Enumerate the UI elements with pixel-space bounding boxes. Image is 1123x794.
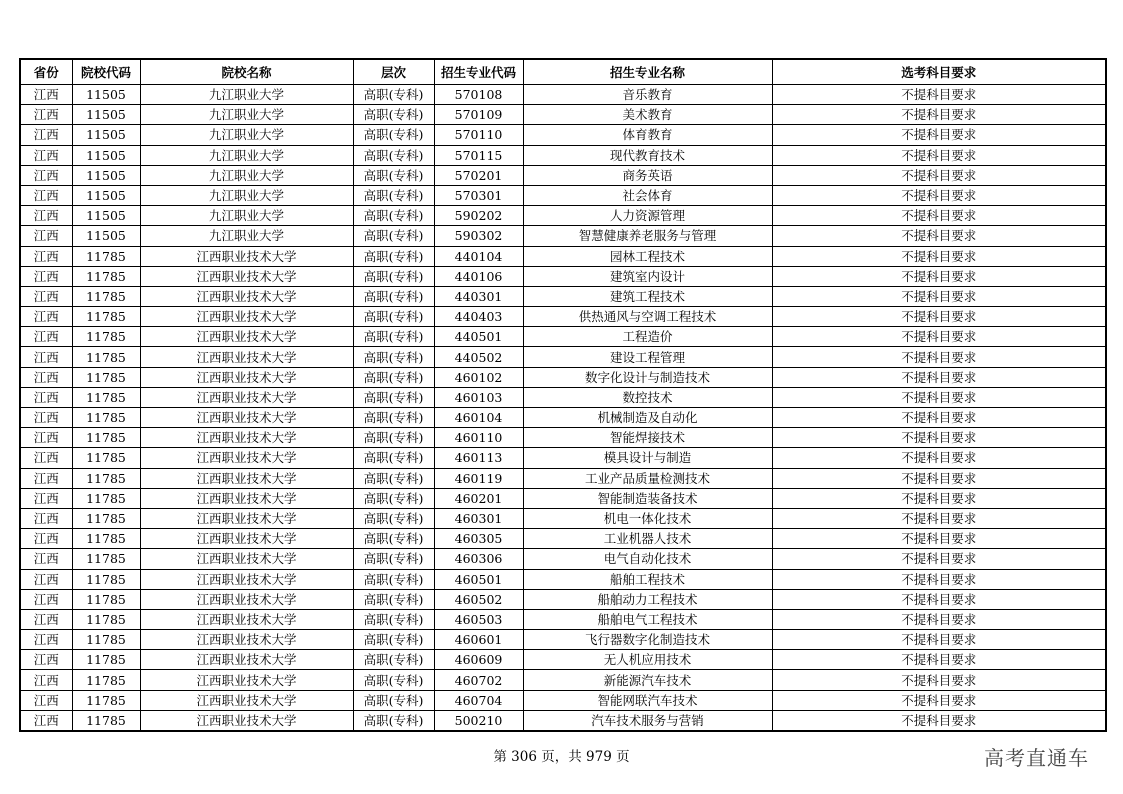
table-row [20, 387, 1106, 407]
school-name-cell: 江西职业技术大学 [140, 529, 353, 549]
level-cell: 高职(专科) [353, 609, 434, 629]
major-code-cell: 590302 [434, 226, 523, 246]
province-cell: 江西 [20, 589, 72, 609]
school-name-cell: 九江职业大学 [140, 125, 353, 145]
requirement-cell: 不提科目要求 [772, 246, 1106, 266]
major-name-cell: 智能网联汽车技术 [523, 690, 772, 710]
document-sheet [19, 58, 1105, 732]
school-code-cell: 11785 [72, 448, 140, 468]
level-cell: 高职(专科) [353, 367, 434, 387]
major-code-cell: 460306 [434, 549, 523, 569]
header-row [20, 59, 1106, 85]
table-row [20, 226, 1106, 246]
major-code-cell: 570108 [434, 85, 523, 105]
level-cell: 高职(专科) [353, 428, 434, 448]
school-code-cell: 11505 [72, 105, 140, 125]
major-name-cell: 飞行器数字化制造技术 [523, 630, 772, 650]
school-code-cell: 11785 [72, 367, 140, 387]
table-row [20, 670, 1106, 690]
requirement-cell: 不提科目要求 [772, 569, 1106, 589]
table-row [20, 650, 1106, 670]
school-name-cell: 江西职业技术大学 [140, 448, 353, 468]
table-row [20, 266, 1106, 286]
major-name-cell: 供热通风与空调工程技术 [523, 307, 772, 327]
table-row [20, 508, 1106, 528]
major-code-cell: 460702 [434, 670, 523, 690]
column-header: 院校代码 [72, 59, 140, 85]
major-code-cell: 460119 [434, 468, 523, 488]
table-row [20, 488, 1106, 508]
table-row [20, 408, 1106, 428]
column-header: 招生专业名称 [523, 59, 772, 85]
school-name-cell: 九江职业大学 [140, 226, 353, 246]
requirement-cell: 不提科目要求 [772, 307, 1106, 327]
province-cell: 江西 [20, 105, 72, 125]
major-code-cell: 460102 [434, 367, 523, 387]
watermark-logo: 高考直通车 [984, 746, 1089, 770]
school-code-cell: 11785 [72, 327, 140, 347]
school-code-cell: 11785 [72, 589, 140, 609]
major-code-cell: 460305 [434, 529, 523, 549]
school-code-cell: 11785 [72, 266, 140, 286]
major-name-cell: 机电一体化技术 [523, 508, 772, 528]
province-cell: 江西 [20, 448, 72, 468]
requirement-cell: 不提科目要求 [772, 105, 1106, 125]
school-name-cell: 江西职业技术大学 [140, 347, 353, 367]
requirement-cell: 不提科目要求 [772, 387, 1106, 407]
table-row [20, 125, 1106, 145]
major-name-cell: 船舶动力工程技术 [523, 589, 772, 609]
table-row [20, 307, 1106, 327]
major-code-cell: 460301 [434, 508, 523, 528]
requirement-cell: 不提科目要求 [772, 85, 1106, 105]
table-row [20, 185, 1106, 205]
province-cell: 江西 [20, 428, 72, 448]
school-name-cell: 九江职业大学 [140, 165, 353, 185]
province-cell: 江西 [20, 468, 72, 488]
school-code-cell: 11785 [72, 286, 140, 306]
level-cell: 高职(专科) [353, 529, 434, 549]
column-header: 院校名称 [140, 59, 353, 85]
requirement-cell: 不提科目要求 [772, 145, 1106, 165]
level-cell: 高职(专科) [353, 206, 434, 226]
province-cell: 江西 [20, 569, 72, 589]
school-code-cell: 11785 [72, 408, 140, 428]
school-code-cell: 11785 [72, 690, 140, 710]
major-code-cell: 440501 [434, 327, 523, 347]
province-cell: 江西 [20, 690, 72, 710]
major-name-cell: 园林工程技术 [523, 246, 772, 266]
major-code-cell: 500210 [434, 710, 523, 731]
major-code-cell: 570301 [434, 185, 523, 205]
table-row [20, 286, 1106, 306]
major-code-cell: 460103 [434, 387, 523, 407]
school-code-cell: 11785 [72, 347, 140, 367]
table-row [20, 246, 1106, 266]
school-name-cell: 江西职业技术大学 [140, 589, 353, 609]
table-row [20, 85, 1106, 105]
major-name-cell: 船舶电气工程技术 [523, 609, 772, 629]
major-name-cell: 汽车技术服务与营销 [523, 710, 772, 731]
school-code-cell: 11785 [72, 387, 140, 407]
province-cell: 江西 [20, 246, 72, 266]
school-name-cell: 九江职业大学 [140, 185, 353, 205]
table-row [20, 589, 1106, 609]
school-name-cell: 江西职业技术大学 [140, 468, 353, 488]
table-row [20, 367, 1106, 387]
major-code-cell: 440502 [434, 347, 523, 367]
province-cell: 江西 [20, 609, 72, 629]
school-name-cell: 九江职业大学 [140, 85, 353, 105]
level-cell: 高职(专科) [353, 630, 434, 650]
province-cell: 江西 [20, 549, 72, 569]
province-cell: 江西 [20, 408, 72, 428]
school-name-cell: 江西职业技术大学 [140, 286, 353, 306]
column-header: 省份 [20, 59, 72, 85]
school-code-cell: 11785 [72, 529, 140, 549]
major-name-cell: 新能源汽车技术 [523, 670, 772, 690]
school-code-cell: 11505 [72, 206, 140, 226]
table-row [20, 549, 1106, 569]
table-row [20, 327, 1106, 347]
province-cell: 江西 [20, 387, 72, 407]
school-code-cell: 11785 [72, 488, 140, 508]
school-code-cell: 11505 [72, 125, 140, 145]
province-cell: 江西 [20, 125, 72, 145]
level-cell: 高职(专科) [353, 286, 434, 306]
school-code-cell: 11785 [72, 246, 140, 266]
province-cell: 江西 [20, 367, 72, 387]
major-name-cell: 智慧健康养老服务与管理 [523, 226, 772, 246]
level-cell: 高职(专科) [353, 710, 434, 731]
table-body [20, 85, 1106, 732]
level-cell: 高职(专科) [353, 125, 434, 145]
major-name-cell: 电气自动化技术 [523, 549, 772, 569]
table-row [20, 428, 1106, 448]
major-code-cell: 460601 [434, 630, 523, 650]
school-code-cell: 11785 [72, 710, 140, 731]
school-code-cell: 11785 [72, 650, 140, 670]
major-name-cell: 社会体育 [523, 185, 772, 205]
major-code-cell: 460609 [434, 650, 523, 670]
level-cell: 高职(专科) [353, 488, 434, 508]
level-cell: 高职(专科) [353, 145, 434, 165]
school-name-cell: 江西职业技术大学 [140, 690, 353, 710]
requirement-cell: 不提科目要求 [772, 589, 1106, 609]
school-name-cell: 江西职业技术大学 [140, 246, 353, 266]
requirement-cell: 不提科目要求 [772, 448, 1106, 468]
level-cell: 高职(专科) [353, 549, 434, 569]
level-cell: 高职(专科) [353, 690, 434, 710]
table-row [20, 206, 1106, 226]
major-name-cell: 商务英语 [523, 165, 772, 185]
school-name-cell: 江西职业技术大学 [140, 670, 353, 690]
school-name-cell: 江西职业技术大学 [140, 630, 353, 650]
school-code-cell: 11785 [72, 609, 140, 629]
major-code-cell: 460110 [434, 428, 523, 448]
level-cell: 高职(专科) [353, 226, 434, 246]
major-name-cell: 智能焊接技术 [523, 428, 772, 448]
major-code-cell: 440106 [434, 266, 523, 286]
table-row [20, 609, 1106, 629]
school-name-cell: 江西职业技术大学 [140, 428, 353, 448]
major-code-cell: 570201 [434, 165, 523, 185]
requirement-cell: 不提科目要求 [772, 125, 1106, 145]
level-cell: 高职(专科) [353, 569, 434, 589]
school-code-cell: 11785 [72, 468, 140, 488]
level-cell: 高职(专科) [353, 246, 434, 266]
province-cell: 江西 [20, 670, 72, 690]
major-code-cell: 440104 [434, 246, 523, 266]
requirement-cell: 不提科目要求 [772, 206, 1106, 226]
level-cell: 高职(专科) [353, 85, 434, 105]
table-header [20, 59, 1106, 85]
major-code-cell: 590202 [434, 206, 523, 226]
school-code-cell: 11505 [72, 165, 140, 185]
major-code-cell: 460501 [434, 569, 523, 589]
province-cell: 江西 [20, 185, 72, 205]
requirement-cell: 不提科目要求 [772, 327, 1106, 347]
requirement-cell: 不提科目要求 [772, 609, 1106, 629]
level-cell: 高职(专科) [353, 670, 434, 690]
major-name-cell: 体育教育 [523, 125, 772, 145]
school-name-cell: 江西职业技术大学 [140, 710, 353, 731]
table-row [20, 165, 1106, 185]
major-name-cell: 智能制造装备技术 [523, 488, 772, 508]
requirement-cell: 不提科目要求 [772, 488, 1106, 508]
admission-table [19, 58, 1107, 732]
major-name-cell: 数字化设计与制造技术 [523, 367, 772, 387]
level-cell: 高职(专科) [353, 327, 434, 347]
major-code-cell: 460104 [434, 408, 523, 428]
school-code-cell: 11785 [72, 630, 140, 650]
requirement-cell: 不提科目要求 [772, 266, 1106, 286]
requirement-cell: 不提科目要求 [772, 428, 1106, 448]
major-name-cell: 现代教育技术 [523, 145, 772, 165]
column-header: 层次 [353, 59, 434, 85]
major-name-cell: 音乐教育 [523, 85, 772, 105]
school-code-cell: 11785 [72, 508, 140, 528]
requirement-cell: 不提科目要求 [772, 185, 1106, 205]
province-cell: 江西 [20, 286, 72, 306]
major-code-cell: 570109 [434, 105, 523, 125]
school-name-cell: 江西职业技术大学 [140, 488, 353, 508]
major-code-cell: 460201 [434, 488, 523, 508]
province-cell: 江西 [20, 307, 72, 327]
major-code-cell: 570115 [434, 145, 523, 165]
province-cell: 江西 [20, 710, 72, 731]
major-code-cell: 440301 [434, 286, 523, 306]
major-name-cell: 模具设计与制造 [523, 448, 772, 468]
level-cell: 高职(专科) [353, 589, 434, 609]
requirement-cell: 不提科目要求 [772, 468, 1106, 488]
school-name-cell: 江西职业技术大学 [140, 387, 353, 407]
major-name-cell: 无人机应用技术 [523, 650, 772, 670]
table-row [20, 145, 1106, 165]
level-cell: 高职(专科) [353, 408, 434, 428]
school-name-cell: 九江职业大学 [140, 206, 353, 226]
requirement-cell: 不提科目要求 [772, 630, 1106, 650]
major-name-cell: 建筑工程技术 [523, 286, 772, 306]
table-row [20, 448, 1106, 468]
requirement-cell: 不提科目要求 [772, 286, 1106, 306]
major-name-cell: 船舶工程技术 [523, 569, 772, 589]
province-cell: 江西 [20, 85, 72, 105]
school-name-cell: 江西职业技术大学 [140, 266, 353, 286]
school-name-cell: 江西职业技术大学 [140, 367, 353, 387]
school-code-cell: 11785 [72, 428, 140, 448]
level-cell: 高职(专科) [353, 307, 434, 327]
school-name-cell: 江西职业技术大学 [140, 549, 353, 569]
province-cell: 江西 [20, 145, 72, 165]
major-code-cell: 570110 [434, 125, 523, 145]
requirement-cell: 不提科目要求 [772, 226, 1106, 246]
province-cell: 江西 [20, 488, 72, 508]
school-code-cell: 11785 [72, 569, 140, 589]
school-name-cell: 江西职业技术大学 [140, 650, 353, 670]
major-code-cell: 440403 [434, 307, 523, 327]
province-cell: 江西 [20, 630, 72, 650]
school-name-cell: 江西职业技术大学 [140, 327, 353, 347]
requirement-cell: 不提科目要求 [772, 650, 1106, 670]
level-cell: 高职(专科) [353, 266, 434, 286]
province-cell: 江西 [20, 508, 72, 528]
major-name-cell: 机械制造及自动化 [523, 408, 772, 428]
level-cell: 高职(专科) [353, 165, 434, 185]
table-row [20, 569, 1106, 589]
school-code-cell: 11505 [72, 226, 140, 246]
table-row [20, 630, 1106, 650]
province-cell: 江西 [20, 165, 72, 185]
major-code-cell: 460503 [434, 609, 523, 629]
level-cell: 高职(专科) [353, 468, 434, 488]
province-cell: 江西 [20, 529, 72, 549]
school-name-cell: 江西职业技术大学 [140, 609, 353, 629]
school-name-cell: 九江职业大学 [140, 145, 353, 165]
province-cell: 江西 [20, 206, 72, 226]
school-name-cell: 江西职业技术大学 [140, 307, 353, 327]
table-row [20, 347, 1106, 367]
requirement-cell: 不提科目要求 [772, 549, 1106, 569]
table-row [20, 468, 1106, 488]
major-code-cell: 460502 [434, 589, 523, 609]
requirement-cell: 不提科目要求 [772, 529, 1106, 549]
requirement-cell: 不提科目要求 [772, 670, 1106, 690]
major-name-cell: 人力资源管理 [523, 206, 772, 226]
major-name-cell: 工业机器人技术 [523, 529, 772, 549]
column-header: 招生专业代码 [434, 59, 523, 85]
school-name-cell: 九江职业大学 [140, 105, 353, 125]
school-code-cell: 11505 [72, 85, 140, 105]
level-cell: 高职(专科) [353, 347, 434, 367]
table-row [20, 690, 1106, 710]
school-code-cell: 11785 [72, 670, 140, 690]
province-cell: 江西 [20, 347, 72, 367]
major-name-cell: 数控技术 [523, 387, 772, 407]
school-name-cell: 江西职业技术大学 [140, 508, 353, 528]
province-cell: 江西 [20, 266, 72, 286]
table-row [20, 710, 1106, 731]
level-cell: 高职(专科) [353, 650, 434, 670]
requirement-cell: 不提科目要求 [772, 690, 1106, 710]
page-number: 第 306 页，共 979 页 [493, 749, 630, 765]
level-cell: 高职(专科) [353, 387, 434, 407]
province-cell: 江西 [20, 650, 72, 670]
column-header: 选考科目要求 [772, 59, 1106, 85]
major-name-cell: 工业产品质量检测技术 [523, 468, 772, 488]
school-code-cell: 11785 [72, 549, 140, 569]
major-name-cell: 建筑室内设计 [523, 266, 772, 286]
school-code-cell: 11505 [72, 185, 140, 205]
requirement-cell: 不提科目要求 [772, 367, 1106, 387]
requirement-cell: 不提科目要求 [772, 408, 1106, 428]
table-row [20, 105, 1106, 125]
requirement-cell: 不提科目要求 [772, 508, 1106, 528]
major-code-cell: 460113 [434, 448, 523, 468]
table-row [20, 529, 1106, 549]
school-name-cell: 江西职业技术大学 [140, 569, 353, 589]
province-cell: 江西 [20, 226, 72, 246]
level-cell: 高职(专科) [353, 448, 434, 468]
major-code-cell: 460704 [434, 690, 523, 710]
level-cell: 高职(专科) [353, 185, 434, 205]
requirement-cell: 不提科目要求 [772, 165, 1106, 185]
school-name-cell: 江西职业技术大学 [140, 408, 353, 428]
school-code-cell: 11785 [72, 307, 140, 327]
province-cell: 江西 [20, 327, 72, 347]
major-name-cell: 工程造价 [523, 327, 772, 347]
requirement-cell: 不提科目要求 [772, 710, 1106, 731]
school-code-cell: 11505 [72, 145, 140, 165]
requirement-cell: 不提科目要求 [772, 347, 1106, 367]
major-name-cell: 美术教育 [523, 105, 772, 125]
level-cell: 高职(专科) [353, 105, 434, 125]
level-cell: 高职(专科) [353, 508, 434, 528]
major-name-cell: 建设工程管理 [523, 347, 772, 367]
